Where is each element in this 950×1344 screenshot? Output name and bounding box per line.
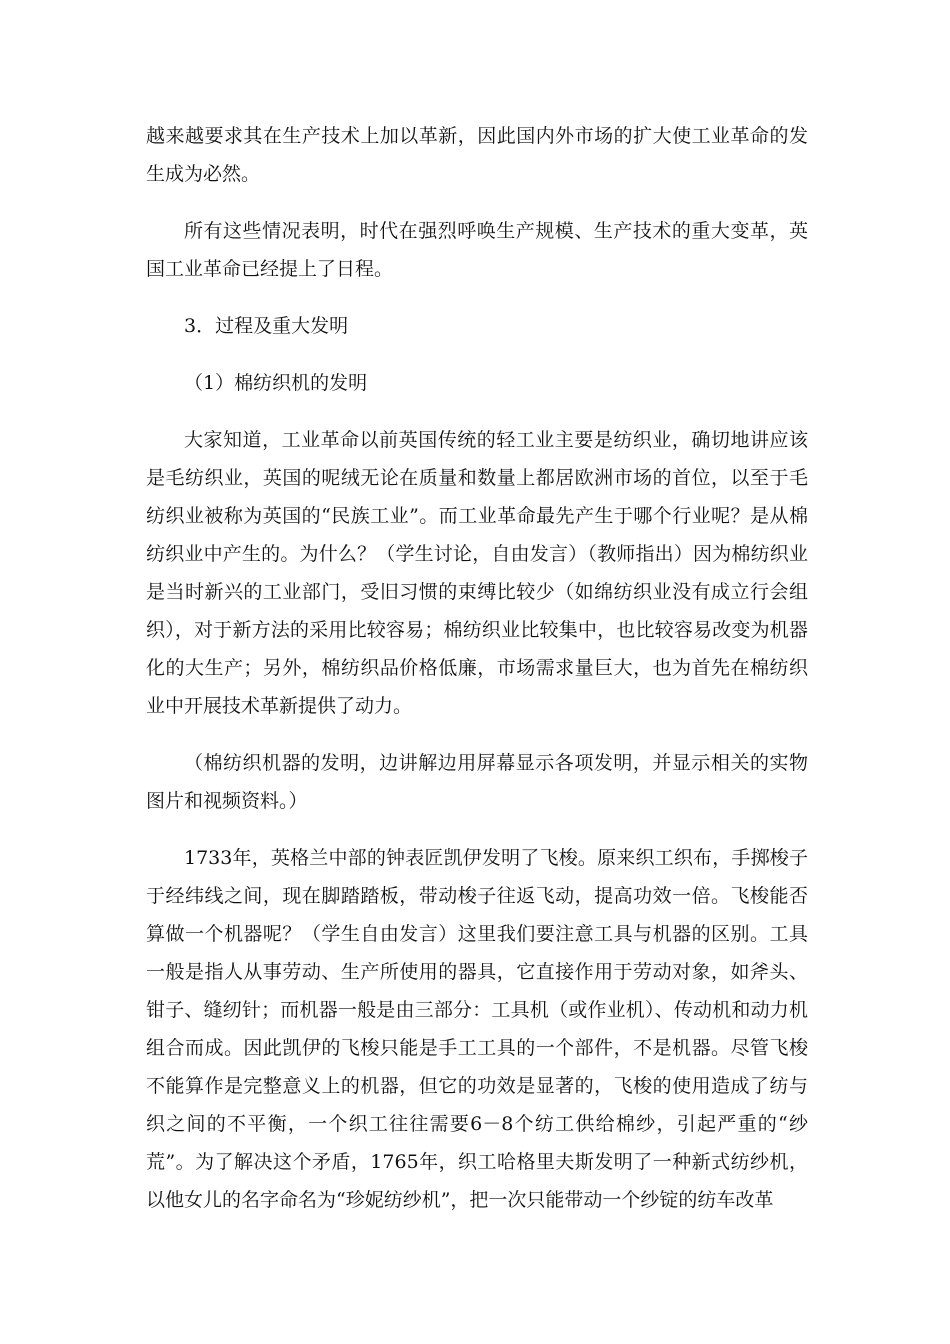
paragraph-textile-industry: 大家知道，工业革命以前英国传统的轻工业主要是纺织业，确切地讲应该是毛纺织业，英国的呢绒无论在质量和数量上都居欧洲市场的首位，以至于毛纺织业被称为英国的“民族工业”。而工业革命最先产生于哪个行业呢？是从棉纺织业中产生的。为什么？（学生讨论，自由发言）（教师指出）因为棉纺织业是当时新兴的工业部门，受旧习惯的束缚比较少（如绵纺织业没有成立行会组织），对于新方法的采用比较容易；棉纺织业比较集中，也比较容易改变为机器化的大生产；另外，棉纺织品价格低廉，市场需求量巨大，也为首先在棉纺织业中开展技术革新提供了动力。 (146, 429, 808, 717)
paragraph-flying-shuttle: 1733年，英格兰中部的钟表匠凯伊发明了飞梭。原来织工织布，手掷梭子于经纬线之间，现在脚踏踏板，带动梭子往返飞动，提高功效一倍。飞梭能否算做一个机器呢？（学生自由发言）这里我们要注意工具与机器的区别。工具一般是指人从事劳动、生产所使用的器具，它直接作用于劳动对象，如斧头、钳子、缝纫针；而机器一般是由三部分：工具机（或作业机）、传动机和动力机组合而成。因此凯伊的飞梭只能是手工工具的一个部件，不是机器。尽管飞梭不能算作是完整意义上的机器，但它的功效是显著的，飞梭的使用造成了纺与织之间的不平衡，一个织工往往需要6－8个纺工供给棉纱，引起严重的“纱荒”。为了解决这个矛盾，1765年，织工哈格里夫斯发明了一种新式纺纱机，以他女儿的名字命名为“珍妮纺纱机”，把一次只能带动一个纱锭的纺车改革 (146, 847, 808, 1211)
paragraph-teaching-note: （棉纺织机器的发明，边讲解边用屏幕显示各项发明，并显示相关的实物图片和视频资料。） (146, 752, 808, 812)
section-heading: 3．过程及重大发明 (184, 315, 349, 337)
subsection-heading: （1）棉纺织机的发明 (184, 372, 368, 394)
paragraph-summary: 所有这些情况表明，时代在强烈呼唤生产规模、生产技术的重大变革，英国工业革命已经提上了日程。 (146, 220, 808, 280)
paragraph-continuation: 越来越要求其在生产技术上加以革新，因此国内外市场的扩大使工业革命的发生成为必然。 (146, 125, 808, 185)
document-body (146, 117, 808, 1219)
